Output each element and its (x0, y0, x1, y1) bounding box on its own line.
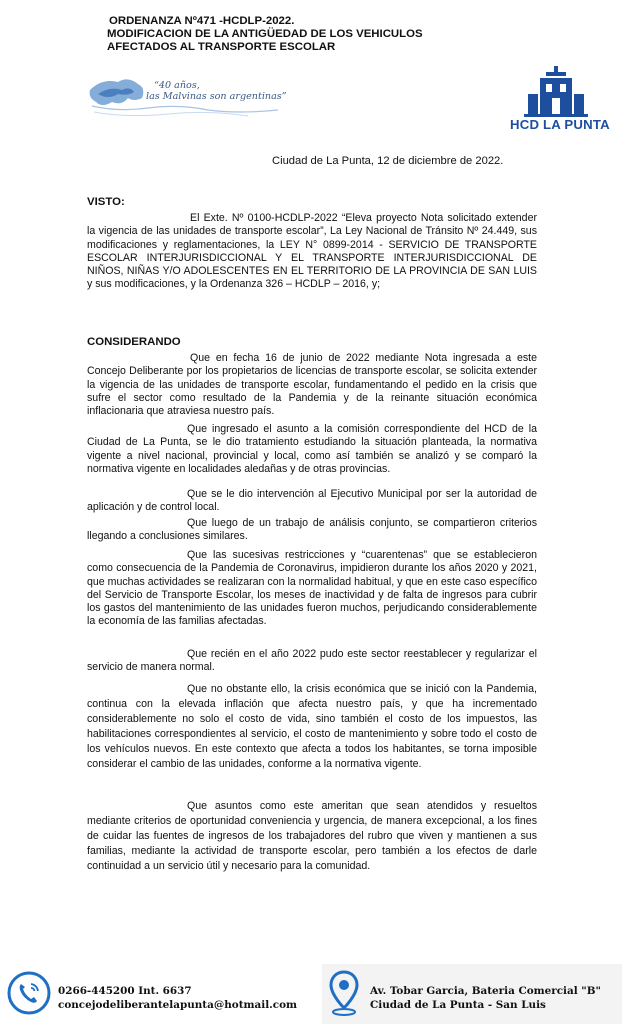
slogan-line-2: las Malvinas son argentinas” (146, 91, 287, 102)
slogan-line-1: “40 años, (154, 80, 200, 91)
malvinas-logo (88, 72, 287, 124)
considerando-text: Que ingresado el asunto a la comisión correspondiente del HCD de la Ciudad de La Punta, se le dio tratamiento estudiando la situación planteada, la normativa vigente a nivel nacional, provincial y local, como así también se analizó y se comparó la normativa vigente en localidades aledañas y de otras provincias. (87, 423, 537, 475)
document-title (107, 15, 423, 55)
considerando-paragraph-2 (87, 423, 537, 476)
visto-paragraph (87, 212, 537, 292)
considerando-text: Que se le dio intervención al Ejecutivo Municipal por ser la autoridad de aplicación y de control local. (87, 488, 537, 514)
considerando-text: Que asuntos como este ameritan que sean atendidos y resueltos mediante criterios de oportunidad conveniencia y urgencia, de manera excepcional, a los fines de cuidar las fuentes de ingresos de los trabajadores del rubro que viven y mantienen a sus familias, mediante la actividad de transporte escolar, pero también a los efectos de darle continuidad a un servicio útil y necesario para la comunidad. (87, 800, 537, 873)
footer (0, 954, 622, 1024)
considerando-text: Que en fecha 16 de junio de 2022 mediante Nota ingresada a este Concejo Deliberante por los propietarios de licencias de transporte escolar, se solicita extender la vigencia de las unidades de transporte escolar, fundamentando el pedido en la crisis que sufre el sector como resultado de la Pandemia y de la reinante situación económica inflacionaria que atraviesa nuestro país. (87, 352, 537, 417)
considerando-text: Que no obstante ello, la crisis económica que se inició con la Pandemia, continua con la elevada inflación que afecta nuestro país, y que ha incrementado considerablemente no solo el costo de vida, sino también el costo de los impuestos, las habilitaciones correspondientes al servicio, el costo de mantenimiento y sobre todo el costo de los vehículos nuevos. En este contexto que afecta a todos los habitantes, se torna imposible considerar el cambio de las unidades, conforme a la normativa vigente. (87, 683, 537, 771)
considerando-paragraph-4 (87, 517, 537, 544)
considerando-text: Que las sucesivas restricciones y “cuarentenas” que se establecieron como consecuencia de la Pandemia de Coronavirus, impidieron durante los años 2020 y 2021, que muchas actividades se realizaran con la normalidad habitual, y que en este caso específico del Servicio de Transporte Escolar, los meses de inactividad y de falta de ingresos para cubrir los gastos del mantenimiento de las unidades fueron muchos, perjudicando considerablemente la economía de las familias afectadas. (87, 549, 537, 628)
visto-heading: VISTO: (87, 196, 125, 208)
considerando-paragraph-3 (87, 488, 537, 515)
considerando-paragraph-8 (87, 799, 537, 874)
title-line-1: ORDENANZA Nº471 -HCDLP-2022. (109, 15, 295, 27)
title-line-3: AFECTADOS AL TRANSPORTE ESCOLAR (107, 41, 336, 54)
considerando-paragraph-1 (87, 352, 537, 418)
footer-address: Av. Tobar Garcia, Bateria Comercial "B" (370, 985, 601, 997)
considerando-paragraph-7 (87, 682, 537, 773)
hcd-logo-text: HCD LA PUNTA (510, 117, 610, 132)
footer-city: Ciudad de La Punta - San Luis (370, 999, 546, 1011)
considerando-heading: CONSIDERANDO (87, 336, 181, 348)
place-date: Ciudad de La Punta, 12 de diciembre de 2022. (272, 155, 504, 167)
location-pin-icon (328, 970, 360, 1018)
footer-phone: 0266-445200 Int. 6637 (58, 985, 192, 997)
footer-email: concejodeliberantelapunta@hotmail.com (58, 999, 298, 1011)
considerando-text: Que luego de un trabajo de análisis conjunto, se compartieron criterios llegando a conclusiones similares. (87, 517, 537, 543)
considerando-paragraph-5 (87, 549, 537, 629)
building-icon (510, 66, 602, 118)
considerando-text: Que recién en el año 2022 pudo este sector reestablecer y regularizar el servicio de manera normal. (87, 648, 537, 674)
malvinas-slogan (146, 80, 287, 102)
phone-icon (6, 970, 52, 1016)
considerando-paragraph-6 (87, 648, 537, 675)
visto-text: El Exte. Nº 0100-HCDLP-2022 “Eleva proyecto Nota solicitado extender la vigencia de las unidades de transporte escolar”, La Ley Nacional de Tránsito Nº 24.449, sus modificaciones y reglamentaciones, la LEY N° 0899-2014 - SERVICIO DE TRANSPORTE ESCOLAR INTERJURISDICCIONAL Y EL TRANSPORTE INTERJURISDICCIONAL DE NIÑOS, NIÑAS Y/O ADOLESCENTES EN EL TERRITORIO DE LA PROVINCIA DE SAN LUIS y sus modificaciones, y la Ordenanza 326 – HCDLP – 2016, y; (87, 212, 537, 291)
hcd-logo (510, 66, 610, 136)
title-line-2: MODIFICACION DE LA ANTIGÜEDAD DE LOS VEHICULOS (107, 28, 423, 41)
